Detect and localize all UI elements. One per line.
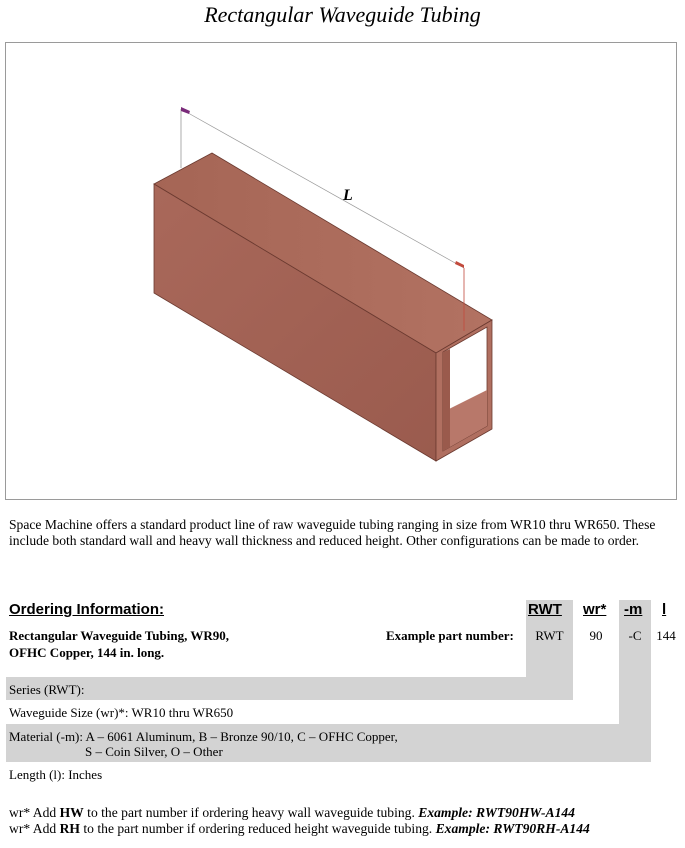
order-desc-line2: OFHC Copper, 144 in. long. (9, 645, 165, 660)
series-row: Series (RWT): (9, 682, 85, 697)
example-label: Example part number: (386, 628, 514, 643)
col-header-rwt: RWT (528, 601, 562, 618)
material-row-line2: S – Coin Silver, O – Other (85, 744, 223, 759)
waveguide-figure (5, 42, 677, 500)
waveguide-drawing (6, 43, 676, 499)
ordering-heading: Ordering Information: (9, 601, 164, 618)
length-row: Length (l): Inches (9, 767, 103, 782)
material-row-line1: Material (-m): A – 6061 Aluminum, B – Bronze 90/10, C – OFHC Copper, (9, 729, 398, 744)
order-desc-line1: Rectangular Waveguide Tubing, WR90, (9, 628, 229, 643)
col-header-m: -m (624, 601, 643, 618)
example-wr: 90 (589, 628, 603, 643)
example-m: -C (628, 628, 642, 643)
col-header-l: l (662, 601, 667, 618)
intro-paragraph: Space Machine offers a standard product line of raw waveguide tubing ranging in size from WR10 thru WR650. These include both standard wall and heavy wall thickness and reduced height. Other configurations can be made to order. (9, 517, 656, 548)
size-row: Waveguide Size (wr)*: WR10 thru WR650 (9, 705, 234, 720)
series-row-band (6, 677, 573, 700)
footnotes (9, 805, 590, 837)
col-header-wr: wr* (583, 601, 607, 618)
example-rwt: RWT (535, 628, 564, 643)
note-reduced-height: wr* Add RH to the part number if ordering reduced height waveguide tubing. Example: RWT90RH-A144 (9, 821, 590, 836)
example-l: 144 (656, 628, 676, 643)
note-heavy-wall: wr* Add HW to the part number if ordering heavy wall waveguide tubing. Example: RWT90HW-A144 (9, 805, 575, 820)
page-title: Rectangular Waveguide Tubing (204, 2, 481, 27)
column-band-m (619, 600, 651, 724)
length-label: L (343, 187, 353, 204)
